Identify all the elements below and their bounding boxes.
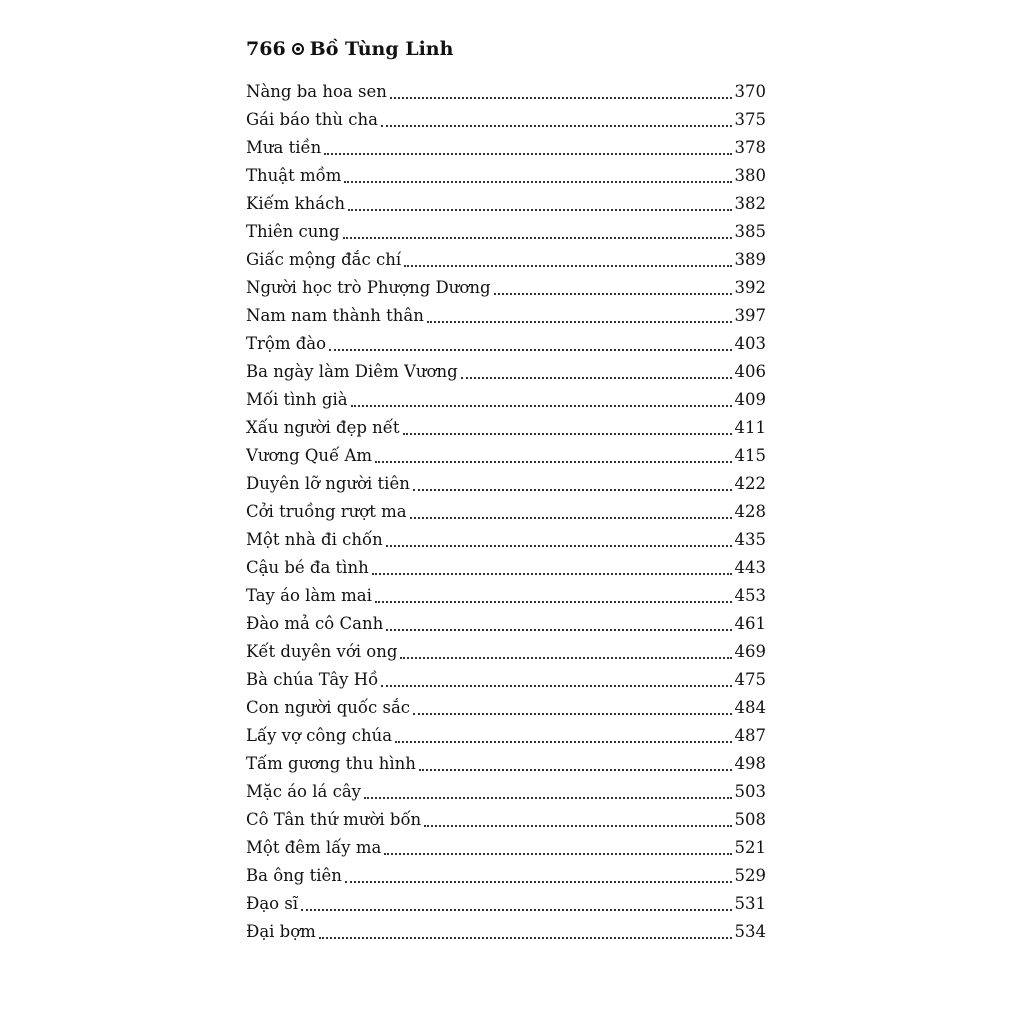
toc-entry xyxy=(246,442,766,470)
toc-entry xyxy=(246,554,766,582)
dot-leader xyxy=(345,881,732,883)
toc-entry xyxy=(246,498,766,526)
toc-entry-page: 389 xyxy=(734,250,766,269)
toc-entry-title: Một đêm lấy ma xyxy=(246,838,382,857)
toc-entry-page: 415 xyxy=(734,446,766,465)
toc-entry-page: 435 xyxy=(734,530,766,549)
dot-leader xyxy=(494,293,732,295)
toc-entry-title: Người học trò Phượng Dương xyxy=(246,278,491,297)
toc-entry-title: Nam nam thành thân xyxy=(246,306,424,325)
dot-leader xyxy=(381,125,732,127)
toc-entry xyxy=(246,750,766,778)
toc-entry-page: 498 xyxy=(734,754,766,773)
toc-entry-title: Tay áo làm mai xyxy=(246,586,372,605)
dot-leader xyxy=(386,629,731,631)
toc-entry xyxy=(246,358,766,386)
toc-entry-title: Duyên lỡ người tiên xyxy=(246,474,410,493)
dot-leader xyxy=(301,909,731,911)
bullet-icon xyxy=(292,43,304,55)
toc-entry-title: Đạo sĩ xyxy=(246,894,299,913)
toc-entry-title: Gái báo thù cha xyxy=(246,110,378,129)
toc-entry-page: 385 xyxy=(734,222,766,241)
toc-entry-page: 403 xyxy=(734,334,766,353)
toc-entry xyxy=(246,834,766,862)
toc-entry xyxy=(246,582,766,610)
toc-entry-page: 411 xyxy=(734,418,766,437)
dot-leader xyxy=(403,433,732,435)
toc-entry-page: 487 xyxy=(734,726,766,745)
toc-entry-page: 375 xyxy=(734,110,766,129)
toc-entry-title: Vương Quế Am xyxy=(246,446,373,465)
dot-leader xyxy=(386,545,732,547)
dot-leader xyxy=(400,657,731,659)
dot-leader xyxy=(419,769,732,771)
toc-entry-page: 475 xyxy=(734,670,766,689)
dot-leader xyxy=(375,601,732,603)
toc-entry-page: 503 xyxy=(734,782,766,801)
toc-entry-title: Tấm gương thu hình xyxy=(246,754,416,773)
dot-leader xyxy=(329,349,731,351)
dot-leader xyxy=(390,97,732,99)
toc-entry-title: Cô Tân thứ mười bốn xyxy=(246,810,422,829)
dot-leader xyxy=(384,853,731,855)
dot-leader xyxy=(381,685,731,687)
toc-entry xyxy=(246,526,766,554)
toc-entry xyxy=(246,134,766,162)
toc-entry-title: Kết duyên với ong xyxy=(246,642,398,661)
toc-entry-page: 382 xyxy=(734,194,766,213)
toc-entry-title: Kiếm khách xyxy=(246,194,345,213)
toc-entry-title: Thiên cung xyxy=(246,222,340,241)
toc-entry-title: Mưa tiền xyxy=(246,138,322,157)
dot-leader xyxy=(427,321,732,323)
toc-entry-page: 534 xyxy=(734,922,766,941)
dot-leader xyxy=(395,741,731,743)
page-number: 766 xyxy=(246,38,286,60)
dot-leader xyxy=(343,237,732,239)
toc-entry-title: Bà chúa Tây Hồ xyxy=(246,670,379,689)
toc-entry-title: Nàng ba hoa sen xyxy=(246,82,387,101)
dot-leader xyxy=(424,825,731,827)
dot-leader xyxy=(324,153,731,155)
toc-entry-page: 370 xyxy=(734,82,766,101)
toc-entry xyxy=(246,918,766,946)
dot-leader xyxy=(461,377,732,379)
toc-entry xyxy=(246,162,766,190)
toc-entry-title: Ba ông tiên xyxy=(246,866,342,885)
toc-entry-page: 508 xyxy=(734,810,766,829)
toc-entry xyxy=(246,190,766,218)
toc-entry xyxy=(246,694,766,722)
toc-entry-title: Cậu bé đa tình xyxy=(246,558,369,577)
toc-entry-title: Đào mả cô Canh xyxy=(246,614,384,633)
toc-entry-page: 469 xyxy=(734,642,766,661)
toc-entry-title: Cởi truồng rượt ma xyxy=(246,502,407,521)
dot-leader xyxy=(413,713,731,715)
toc-entry xyxy=(246,302,766,330)
toc-entry-page: 484 xyxy=(734,698,766,717)
dot-leader xyxy=(372,573,732,575)
dot-leader xyxy=(404,265,731,267)
toc-entry-title: Mặc áo lá cây xyxy=(246,782,361,801)
page-header xyxy=(246,38,453,60)
dot-leader xyxy=(410,517,732,519)
dot-leader xyxy=(351,405,732,407)
toc-entry xyxy=(246,414,766,442)
toc-entry-page: 392 xyxy=(734,278,766,297)
dot-leader xyxy=(348,209,732,211)
toc-entry xyxy=(246,722,766,750)
toc-entry-page: 422 xyxy=(734,474,766,493)
toc-entry-title: Trộm đào xyxy=(246,334,327,353)
toc-entry-page: 406 xyxy=(734,362,766,381)
toc-entry xyxy=(246,778,766,806)
table-of-contents xyxy=(246,78,766,946)
toc-entry-title: Thuật mồm xyxy=(246,166,342,185)
toc-entry xyxy=(246,638,766,666)
toc-entry xyxy=(246,218,766,246)
toc-entry-title: Lấy vợ công chúa xyxy=(246,726,393,745)
dot-leader xyxy=(364,797,732,799)
toc-entry xyxy=(246,106,766,134)
toc-entry-page: 397 xyxy=(734,306,766,325)
toc-entry-page: 453 xyxy=(734,586,766,605)
toc-entry-page: 529 xyxy=(734,866,766,885)
toc-entry xyxy=(246,78,766,106)
toc-entry-title: Xấu người đẹp nết xyxy=(246,418,400,437)
toc-entry-page: 521 xyxy=(734,838,766,857)
toc-entry-page: 409 xyxy=(734,390,766,409)
toc-entry xyxy=(246,470,766,498)
toc-entry-page: 531 xyxy=(734,894,766,913)
toc-entry-page: 443 xyxy=(734,558,766,577)
toc-entry-title: Một nhà đi chốn xyxy=(246,530,383,549)
dot-leader xyxy=(319,937,732,939)
toc-entry-title: Con người quốc sắc xyxy=(246,698,411,717)
dot-leader xyxy=(413,489,732,491)
toc-entry xyxy=(246,862,766,890)
toc-entry xyxy=(246,386,766,414)
toc-entry-page: 380 xyxy=(734,166,766,185)
toc-entry-page: 461 xyxy=(734,614,766,633)
toc-entry xyxy=(246,890,766,918)
toc-entry xyxy=(246,806,766,834)
toc-entry-page: 428 xyxy=(734,502,766,521)
toc-entry-page: 378 xyxy=(734,138,766,157)
toc-entry-title: Đại bợm xyxy=(246,922,316,941)
toc-entry xyxy=(246,274,766,302)
dot-leader xyxy=(344,181,731,183)
author-name: Bồ Tùng Linh xyxy=(309,38,454,60)
toc-entry xyxy=(246,246,766,274)
toc-entry xyxy=(246,666,766,694)
toc-entry xyxy=(246,330,766,358)
toc-entry-title: Ba ngày làm Diêm Vương xyxy=(246,362,458,381)
toc-entry-title: Giấc mộng đắc chí xyxy=(246,250,402,269)
dot-leader xyxy=(375,461,731,463)
toc-entry xyxy=(246,610,766,638)
toc-entry-title: Mối tình già xyxy=(246,390,348,409)
